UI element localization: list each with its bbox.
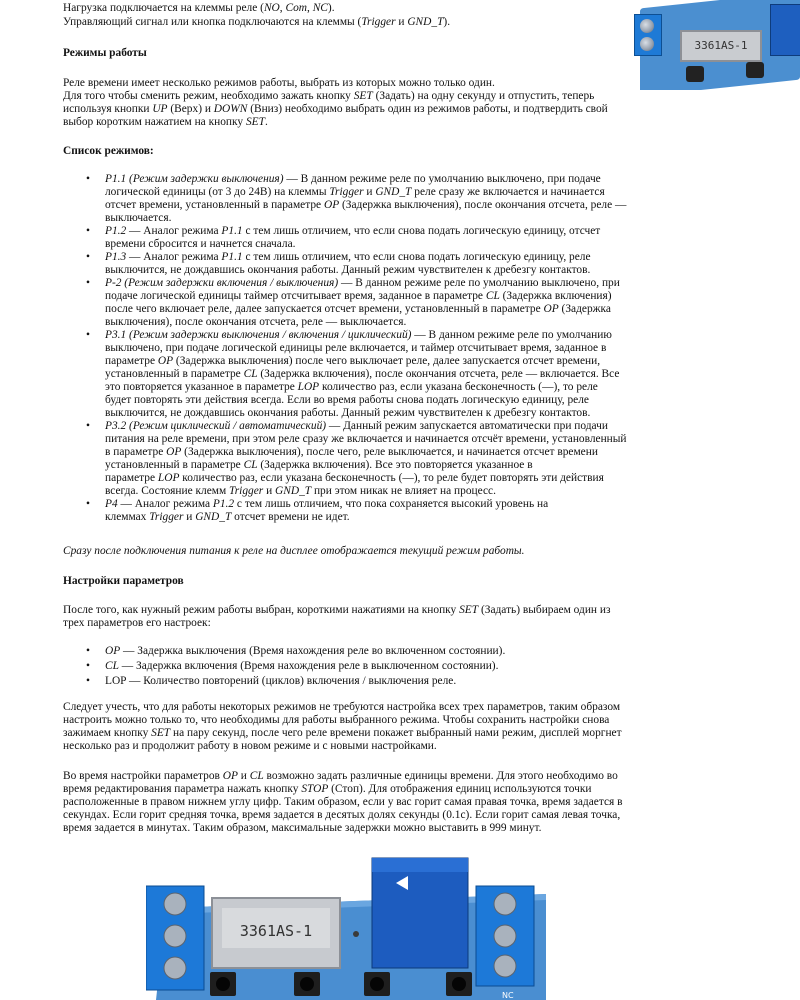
modes-paragraph-2: Для того чтобы сменить режим, необходимо зажать кнопку SET (Задать) на одну секунду и отпустить, теперь используя кнопки UP (Верх) и DOWN (Вниз) необходимо выбрать один из режимов работы, и подтвердить свой выбор коротким нажатием на кнопку SET. xyxy=(63,90,608,128)
button-cap xyxy=(216,977,230,991)
modes-heading: Режимы работы xyxy=(63,47,147,59)
mode-item-p31: • P3.1 (Режим задержки выключения / включения / циклический) — В данном режиме реле по умолчанию выключено, при подаче логической единицы реле включается, и таймер отсчитывает время, заданное в параметре OP (Задержка выключения) после чего выключает реле, далее запускается отсчет времени, установленный в параметре CL (Задержка включения), после окончания отсчета, реле — включается. Все это повторяется указанное в параметре LOP количество раз, если указана бесконечность (—), то реле будет повторять эти действия всегда. Если во время работы снова подать логическую единицу, реле выключится, не дождавшись окончания работы. Данный режим чувствителен к дребезгу контактов. xyxy=(63,329,633,420)
button-cap xyxy=(452,977,466,991)
button-cap xyxy=(370,977,384,991)
button-cap xyxy=(300,977,314,991)
load-terminals-line: Нагрузка подключается на клеммы реле (NO, Com, NC). xyxy=(63,2,335,14)
relay-board-photo-bottom xyxy=(146,838,546,1000)
settings-paragraph-3: Во время настройки параметров OP и CL возможно задать различные единицы времени. Для этого необходимо во время редактирования параметра нажать кнопку STOP (Стоп). Для отображения единиц используются точки расположенные в правом нижнем углу цифр. Таким образом, если у вас горит самая правая точка, время задается в секундах. Если горит средняя точка, время задается в десятых долях секунды (0.1с). Если горит самая левая точка, время задается в минутах. Таким образом, максимальные задержки можно выставить в 999 минут. xyxy=(63,770,623,834)
control-terminals-line: Управляющий сигнал или кнопка подключаются на клеммы (Trigger и GND_T). xyxy=(63,16,451,28)
mode-item-p4: • P4 — Аналог режима P1.2 с тем лишь отличием, что пока сохраняется высокий уровень на клеммах Trigger и GND_T отсчет времени не идет. xyxy=(63,498,633,524)
screw-icon xyxy=(164,957,186,979)
mode-item-p2: • P-2 (Режим задержки включения / выключения) — В данном режиме реле по умолчанию выключено, при подаче логической единицы таймер отсчитывает время, заданное в параметре CL (Задержка включения) после чего включает реле, далее запускается отсчет времени, установленный в параметре OP (Задержка выключения), после окончания отсчета, реле — выключается. xyxy=(63,277,633,329)
mode-list xyxy=(63,173,633,524)
screw-terminal-right xyxy=(476,886,534,986)
relay-board-photo-top xyxy=(634,0,800,90)
mode-item-p12: • P1.2 — Аналог режима P1.1 с тем лишь отличием, что если снова подать логическую единицу, отсчет времени сбросится и начнется сначала. xyxy=(63,225,633,251)
screw-icon xyxy=(640,37,654,51)
screw-icon xyxy=(494,925,516,947)
display-marking: 3361AS-1 xyxy=(694,39,748,52)
led-display-top xyxy=(680,30,762,62)
relay-module-top xyxy=(770,4,800,56)
param-item-lop: • LOP — Количество повторений (циклов) включения / выключения реле. xyxy=(63,675,633,688)
param-item-op: • OP — Задержка выключения (Время нахождения реле во включенном состоянии). xyxy=(63,645,633,658)
settings-parameter-list xyxy=(63,645,633,688)
modes-paragraph-1: Реле времени имеет несколько режимов работы, выбрать из которых можно только один. xyxy=(63,77,495,89)
power-on-note: Сразу после подключения питания к реле на дисплее отображается текущий режим работы. xyxy=(63,545,525,557)
mode-item-p11: • P1.1 (Режим задержки выключения) — В данном режиме реле по умолчанию выключено, при подаче логической единицы (от 3 до 24В) на клеммы Trigger и GND_T реле сразу же включается и начинается отсчет времени, установленный в параметре OP (Задержка выключения), после окончания отсчета, реле — выключается. xyxy=(63,173,633,225)
mode-item-p13: • P1.3 — Аналог режима P1.1 с тем лишь отличием, что если снова подать логическую единицу, реле выключится, не дождавшись окончания работы. Данный режим чувствителен к дребезгу контактов. xyxy=(63,251,633,277)
screw-icon xyxy=(494,955,516,977)
mode-item-p32: • P3.2 (Режим циклический / автоматический) — Данный режим запускается автоматически при подачи питания на реле времени, при этом реле сразу же включается и начинается отсчёт времени, установленный в параметре OP (Задержка выключения), после чего, реле выключается, и начинается отсчет времени установленный в параметре CL (Задержка включения). Все это повторяется указанное в параметре LOP количество раз, если указана бесконечность (—), то реле будет повторять эти действия всегда. Состояние клемм Trigger и GND_T при этом никак не влияет на процесс. xyxy=(63,420,633,498)
param-item-cl: • CL — Задержка включения (Время нахождения реле в выключенном состоянии). xyxy=(63,660,633,673)
terminal-label: NC xyxy=(502,991,514,1000)
push-button xyxy=(746,62,764,78)
screw-icon xyxy=(640,19,654,33)
relay-module xyxy=(372,858,468,968)
display-marking: 3361AS-1 xyxy=(239,922,313,940)
screw-icon xyxy=(164,893,186,915)
settings-paragraph-1: После того, как нужный режим работы выбран, короткими нажатиями на кнопку SET (Задать) выбираем один из трех параметров его настроек: xyxy=(63,604,611,629)
screw-terminal-left xyxy=(634,14,662,56)
mode-list-heading: Список режимов: xyxy=(63,145,154,157)
settings-paragraph-2: Следует учесть, что для работы некоторых режимов не требуются настройка всех трех параметров, таким образом настроить можно только то, что необходимы для работы выбранного режима. Чтобы сохранить настройки снова зажимаем кнопку SET на пару секунд, после чего реле времени покажет выбранный нами режим, дисплей моргнет несколько раз и продолжит работу в новом режиме и с новыми настройками. xyxy=(63,701,622,752)
push-button xyxy=(686,66,704,82)
relay-board-illustration xyxy=(146,838,546,1000)
led-indicator xyxy=(353,931,359,937)
screw-icon xyxy=(494,893,516,915)
settings-heading: Настройки параметров xyxy=(63,575,184,587)
screw-terminal-left xyxy=(146,886,204,990)
screw-icon xyxy=(164,925,186,947)
